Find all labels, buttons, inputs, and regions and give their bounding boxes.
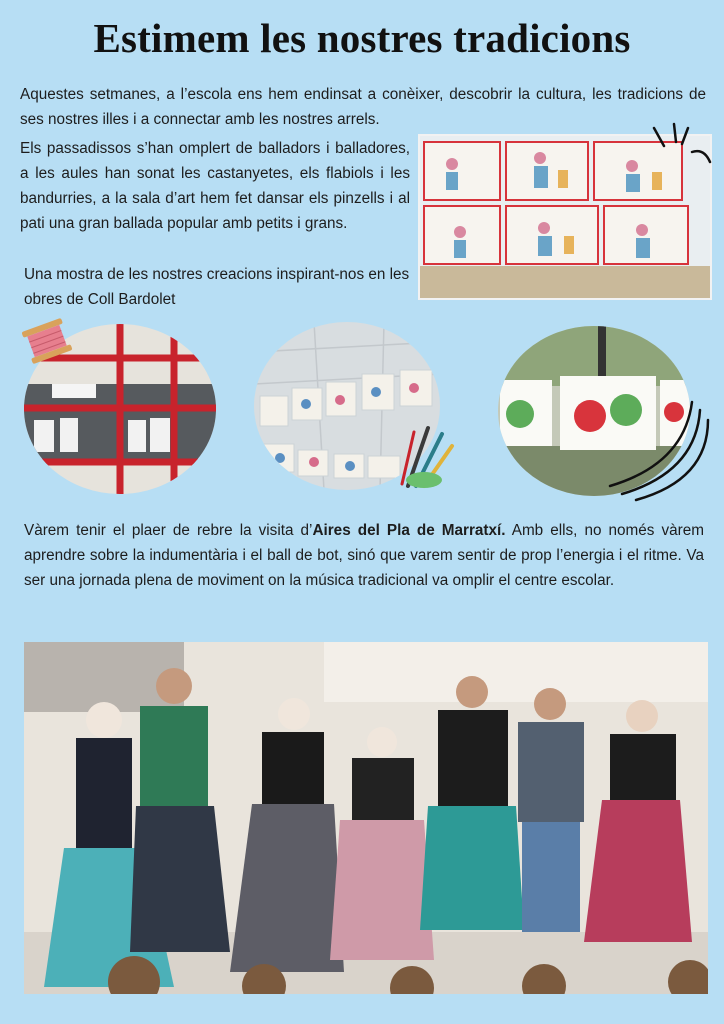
visit-group-name: Aires del Pla de Marratxí. <box>312 522 506 539</box>
intro-paragraph: Aquestes setmanes, a l’escola ens hem endinsat a conèixer, descobrir la cultura, les tradicions de ses nostres illes i a connectar amb les nostres arrels. <box>20 86 706 128</box>
thread-spool-icon <box>20 318 74 364</box>
creations-caption: Una mostra de les nostres creacions inspirant-nos en les obres de Coll Bardolet <box>24 266 410 308</box>
paint-brushes-icon <box>394 420 458 490</box>
dance-paragraph: Els passadissos s’han omplert de balladors i balladores, a les aules han sonat les castanyetes, els flabiols i les bandurries, a la sala d’art hem fet dansar els pinzells i al pati una gran ballada popular amb petits i grans. <box>20 140 410 232</box>
visit-text-start: Vàrem tenir el plaer de rebre la visita d’ <box>24 522 313 539</box>
page-title: Estimem les nostres tradicions <box>93 15 631 61</box>
decorative-swoosh <box>596 390 720 504</box>
visit-text-end: Amb ells, no només vàrem aprendre sobre la indumentària i el ball de bot, sinó que varem sentir de prop l’energia i el ritme. Va ser una jornada plena de moviment on la música tradicional va omplir el centre escolar. <box>24 522 704 589</box>
visit-paragraph <box>24 518 704 593</box>
group-photo <box>24 642 708 994</box>
decorative-marks <box>644 122 714 172</box>
